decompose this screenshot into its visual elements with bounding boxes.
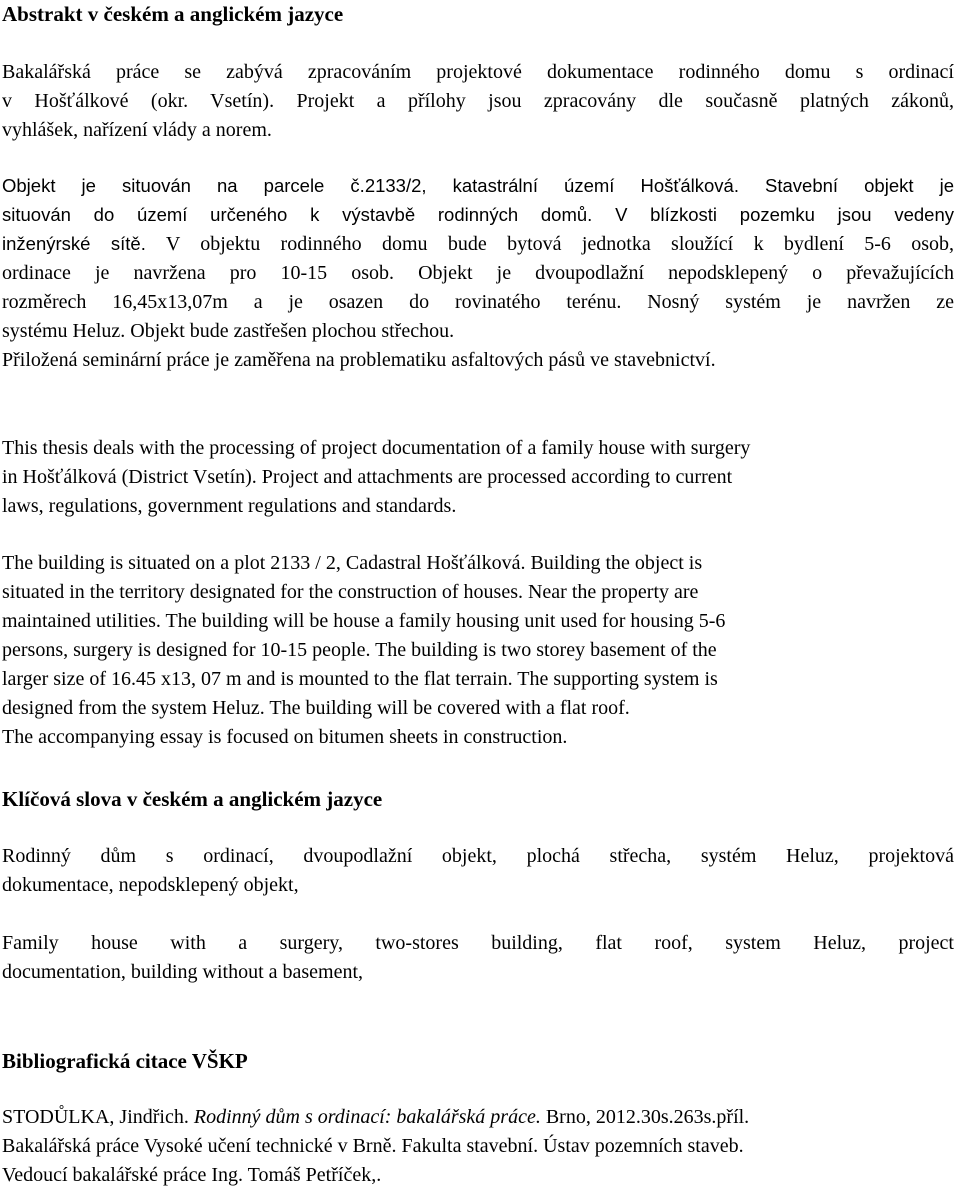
text-line: Bakalářská práce se zabývá zpracováním projektové dokumentace rodinného domu s ordinací [2, 61, 954, 83]
text-line: persons, surgery is designed for 10-15 people. The building is two storey basement of the [2, 639, 717, 661]
citation-publication: Brno, 2012.30s.263s.příl. [540, 1106, 750, 1128]
text-line: This thesis deals with the processing of project documentation of a family house with surgery [2, 437, 751, 459]
bibliographic-citation [2, 1103, 956, 1190]
text-line: situated in the territory designated for the construction of houses. Near the property are [2, 581, 699, 603]
text-line: laws, regulations, government regulations and standards. [2, 495, 457, 517]
text-fragment: V objektu rodinného domu bude bytová jednotka sloužící k bydlení 5-6 osob, [145, 233, 954, 255]
czech-keywords [2, 842, 954, 900]
text-line: situován do území určeného k výstavbě rodinných domů. V blízkosti pozemku jsou vedeny [2, 204, 954, 225]
text-line: Bakalářská práce Vysoké učení technické v Brně. Fakulta stavební. Ústav pozemních staveb. [2, 1135, 744, 1157]
czech-abstract-paragraph-2 [2, 171, 954, 375]
text-line: designed from the system Heluz. The building will be covered with a flat roof. [2, 697, 630, 719]
text-line: The accompanying essay is focused on bitumen sheets in construction. [2, 726, 568, 748]
text-line: vyhlášek, nařízení vlády a norem. [2, 119, 272, 141]
citation-title: Rodinný dům s ordinací: bakalářská práce. [193, 1106, 541, 1128]
text-line: in Hošťálková (District Vsetín). Project and attachments are processed according to current [2, 466, 733, 488]
text-line: Přiložená seminární práce je zaměřena na problematiku asfaltových pásů ve stavebnictví. [2, 349, 716, 371]
text-line: maintained utilities. The building will be house a family housing unit used for housing 5-6 [2, 610, 726, 632]
text-line: Family house with a surgery, two-stores building, flat roof, system Heluz, project [2, 932, 954, 954]
text-line: ordinace je navržena pro 10-15 osob. Objekt je dvoupodlažní nepodsklepený o převažujících [2, 262, 954, 284]
text-line: systému Heluz. Objekt bude zastřešen plochou střechou. [2, 320, 455, 342]
abstract-heading: Abstrakt v českém a anglickém jazyce [2, 2, 344, 26]
citation-author: STODŮLKA, Jindřich. [2, 1106, 194, 1128]
text-line: larger size of 16.45 x13, 07 m and is mounted to the flat terrain. The supporting system is [2, 668, 718, 690]
english-abstract-paragraph-1 [2, 434, 954, 521]
text-line: The building is situated on a plot 2133 / 2, Cadastral Hošťálková. Building the object is [2, 552, 703, 574]
text-line: rozměrech 16,45x13,07m a je osazen do rovinatého terénu. Nosný systém je navržen ze [2, 291, 954, 313]
text-line: v Hošťálkové (okr. Vsetín). Projekt a přílohy jsou zpracovány dle současně platných zákonů, [2, 90, 954, 112]
english-abstract-paragraph-2 [2, 549, 954, 752]
text-line: Objekt je situován na parcele č.2133/2, katastrální území Hošťálková. Stavební objekt je [2, 175, 954, 196]
keywords-heading: Klíčová slova v českém a anglickém jazyce [2, 787, 383, 811]
text-line: documentation, building without a basement, [2, 961, 364, 983]
text-line [2, 1103, 956, 1132]
text-line: dokumentace, nepodsklepený objekt, [2, 874, 299, 896]
english-keywords [2, 929, 954, 987]
text-line [2, 229, 954, 259]
czech-abstract-paragraph-1 [2, 58, 954, 145]
text-line: Vedoucí bakalářské práce Ing. Tomáš Petříček,. [2, 1164, 382, 1186]
citation-heading: Bibliografická citace VŠKP [2, 1049, 248, 1073]
text-line: Rodinný dům s ordinací, dvoupodlažní objekt, plochá střecha, systém Heluz, projektová [2, 845, 954, 867]
text-fragment: inženýrské sítě. [2, 233, 146, 254]
